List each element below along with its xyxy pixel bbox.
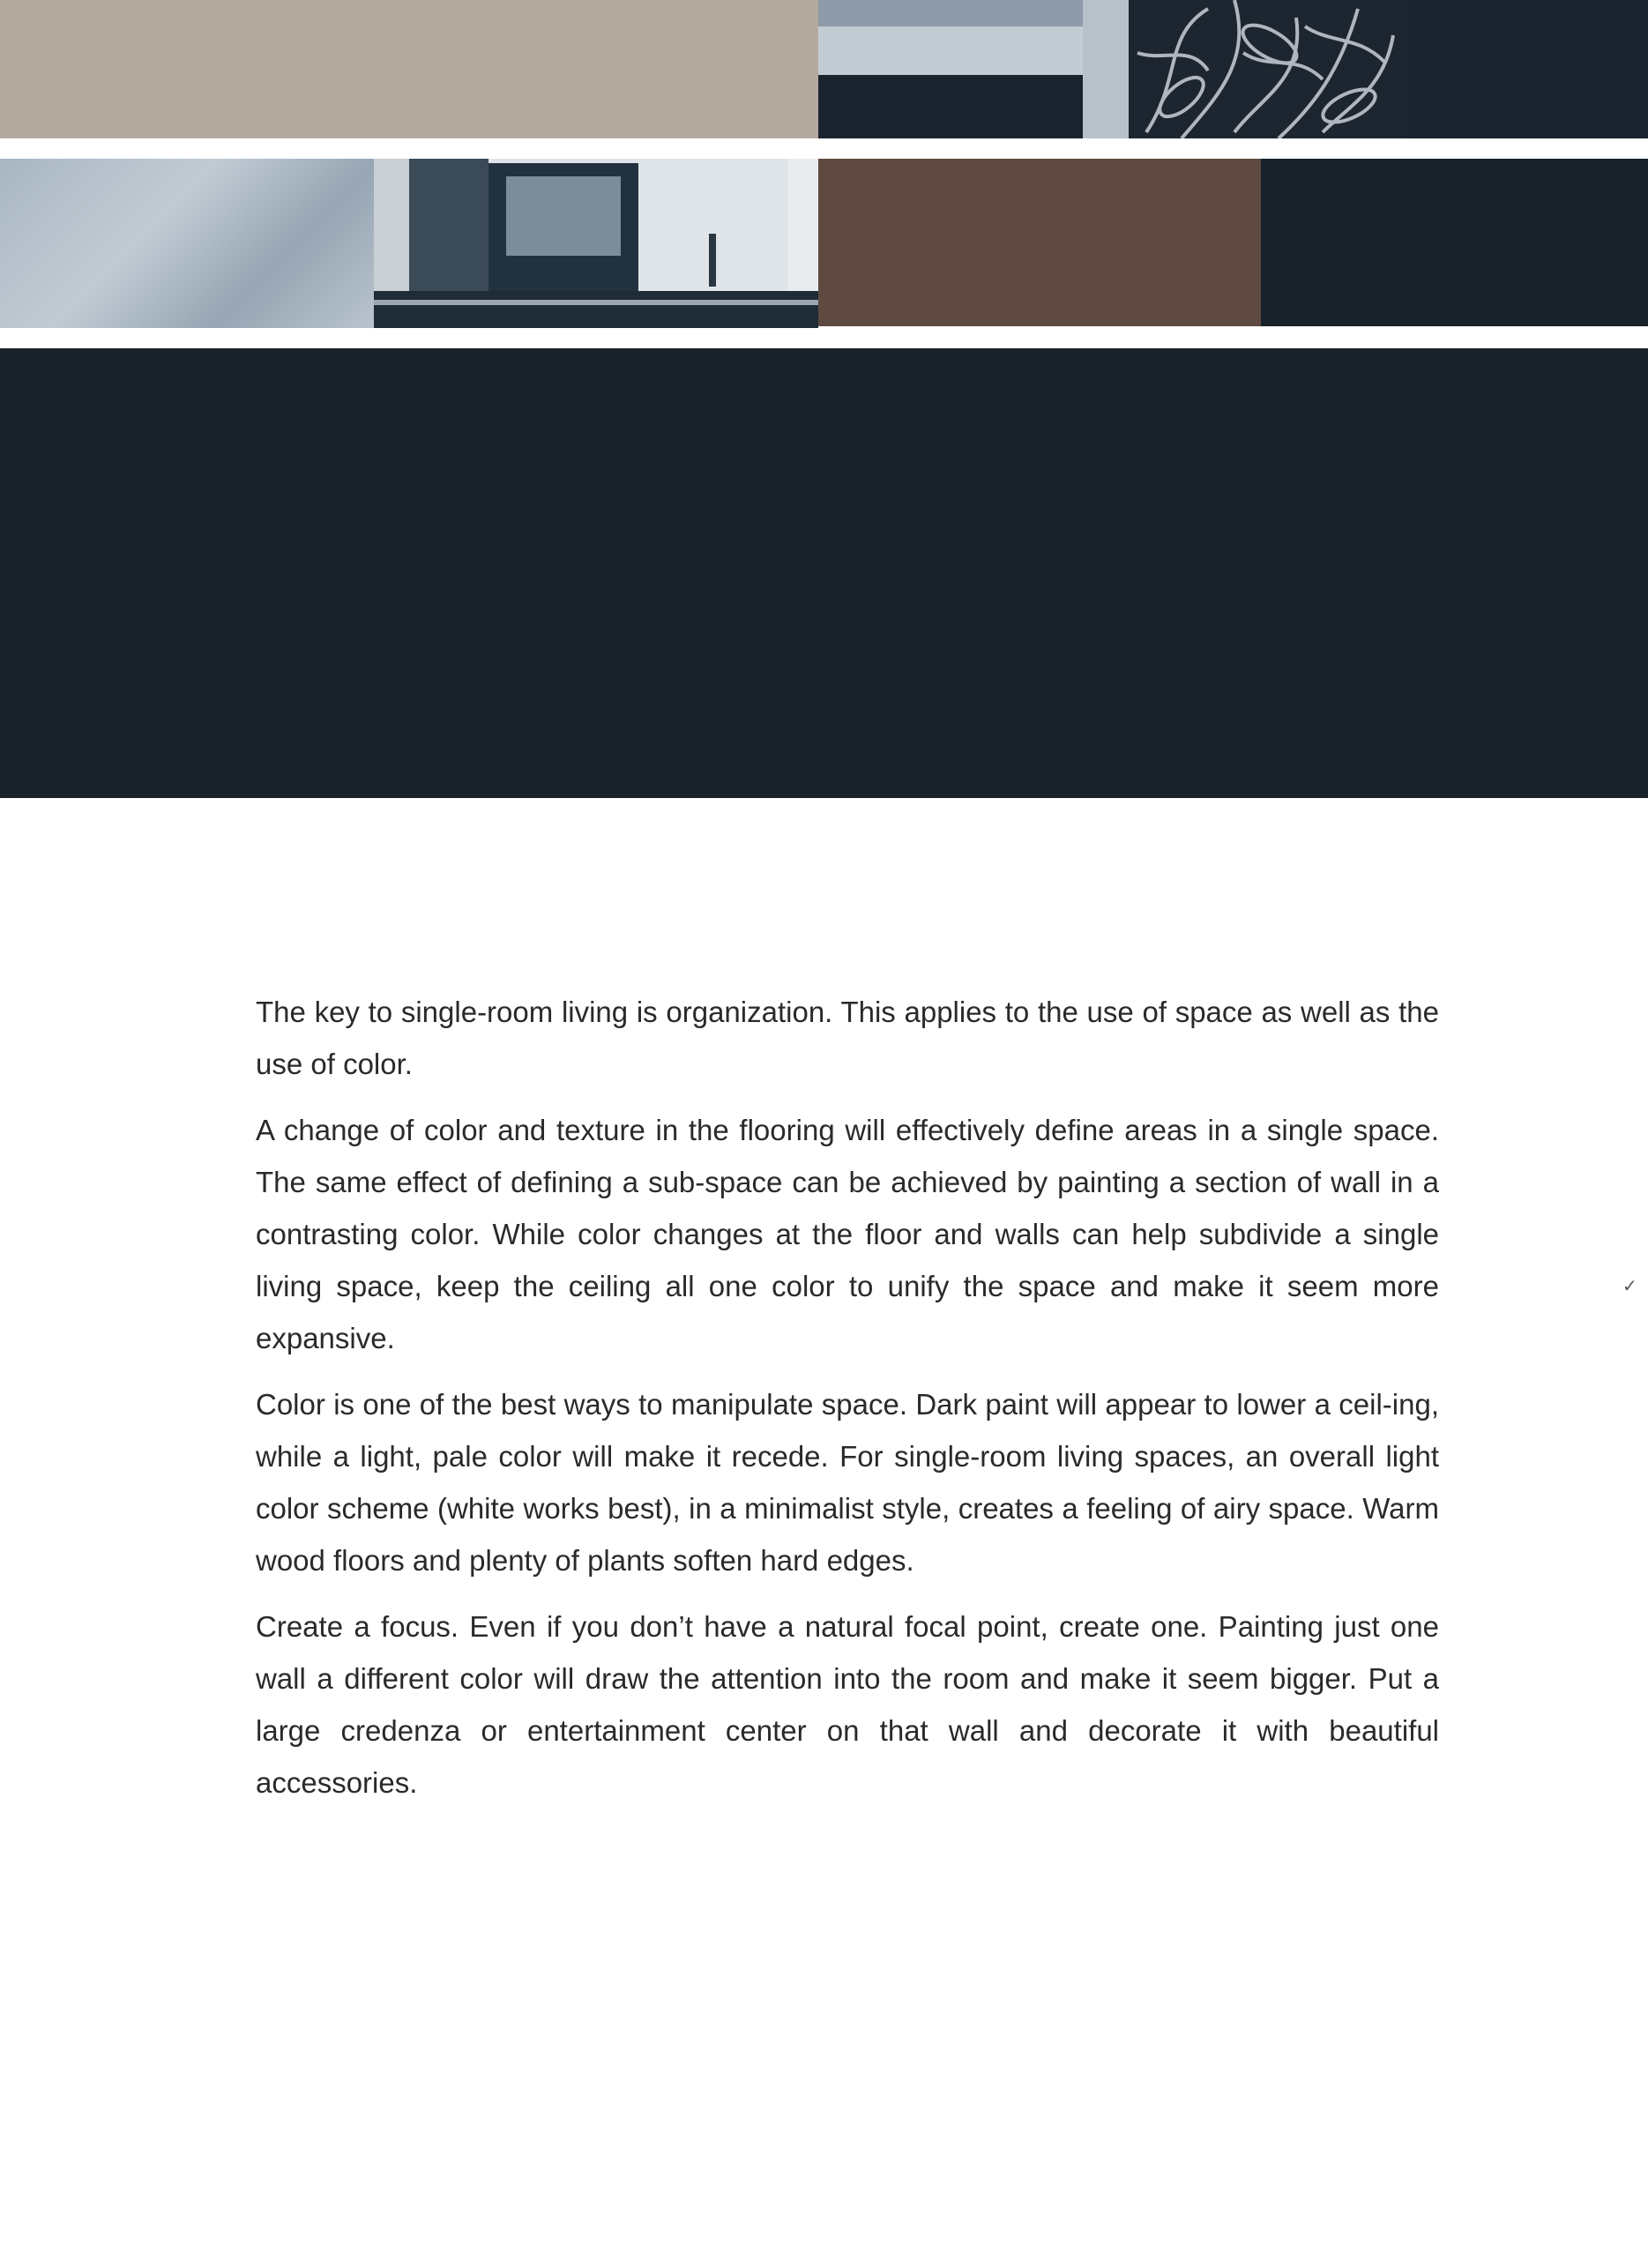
interior-photo: [374, 159, 818, 328]
window-photo: [818, 0, 1129, 138]
dark-color-band: [0, 348, 1648, 798]
brown-swatch: [818, 159, 1261, 326]
leaf-pattern-swatch: [1129, 0, 1402, 138]
margin-tick-mark: ✓: [1622, 1277, 1637, 1296]
dark-slate-swatch-2: [1261, 159, 1648, 326]
stone-texture-swatch: [0, 159, 374, 328]
dark-slate-swatch: [1402, 0, 1648, 138]
paragraph-organization: The key to single-room living is organization. This applies to the use of space as well as the use of color.: [256, 996, 1439, 1080]
paragraph-flooring: A change of color and texture in the flooring will effectively define areas in a single space. The same effect of defining a sub-space can be achieved by painting a section of wall in a contrasting color. While color changes at the floor and walls can help subdivide a single living space, keep the ceiling all one color to unify the space and make it seem more expansive.: [256, 1114, 1439, 1354]
paragraph-focus: Create a focus. Even if you don’t have a natural focal point, create one. Painting just one wall a different color will draw the attention into the room and make it seem bigger. Put a large credenza or entertainment center on that wall and decorate it with beautiful accessories.: [256, 1610, 1439, 1799]
taupe-swatch: [0, 0, 818, 138]
paragraph-manipulate-space: Color is one of the best ways to manipulate space. Dark paint will appear to lower a ceil-ing, while a light, pale color will make it recede. For single-room living spaces, an overall light color scheme (white works best), in a minimalist style, creates a feeling of airy space. Warm wood floors and plenty of plants soften hard edges.: [256, 1388, 1439, 1577]
body-text: [256, 986, 1439, 1823]
